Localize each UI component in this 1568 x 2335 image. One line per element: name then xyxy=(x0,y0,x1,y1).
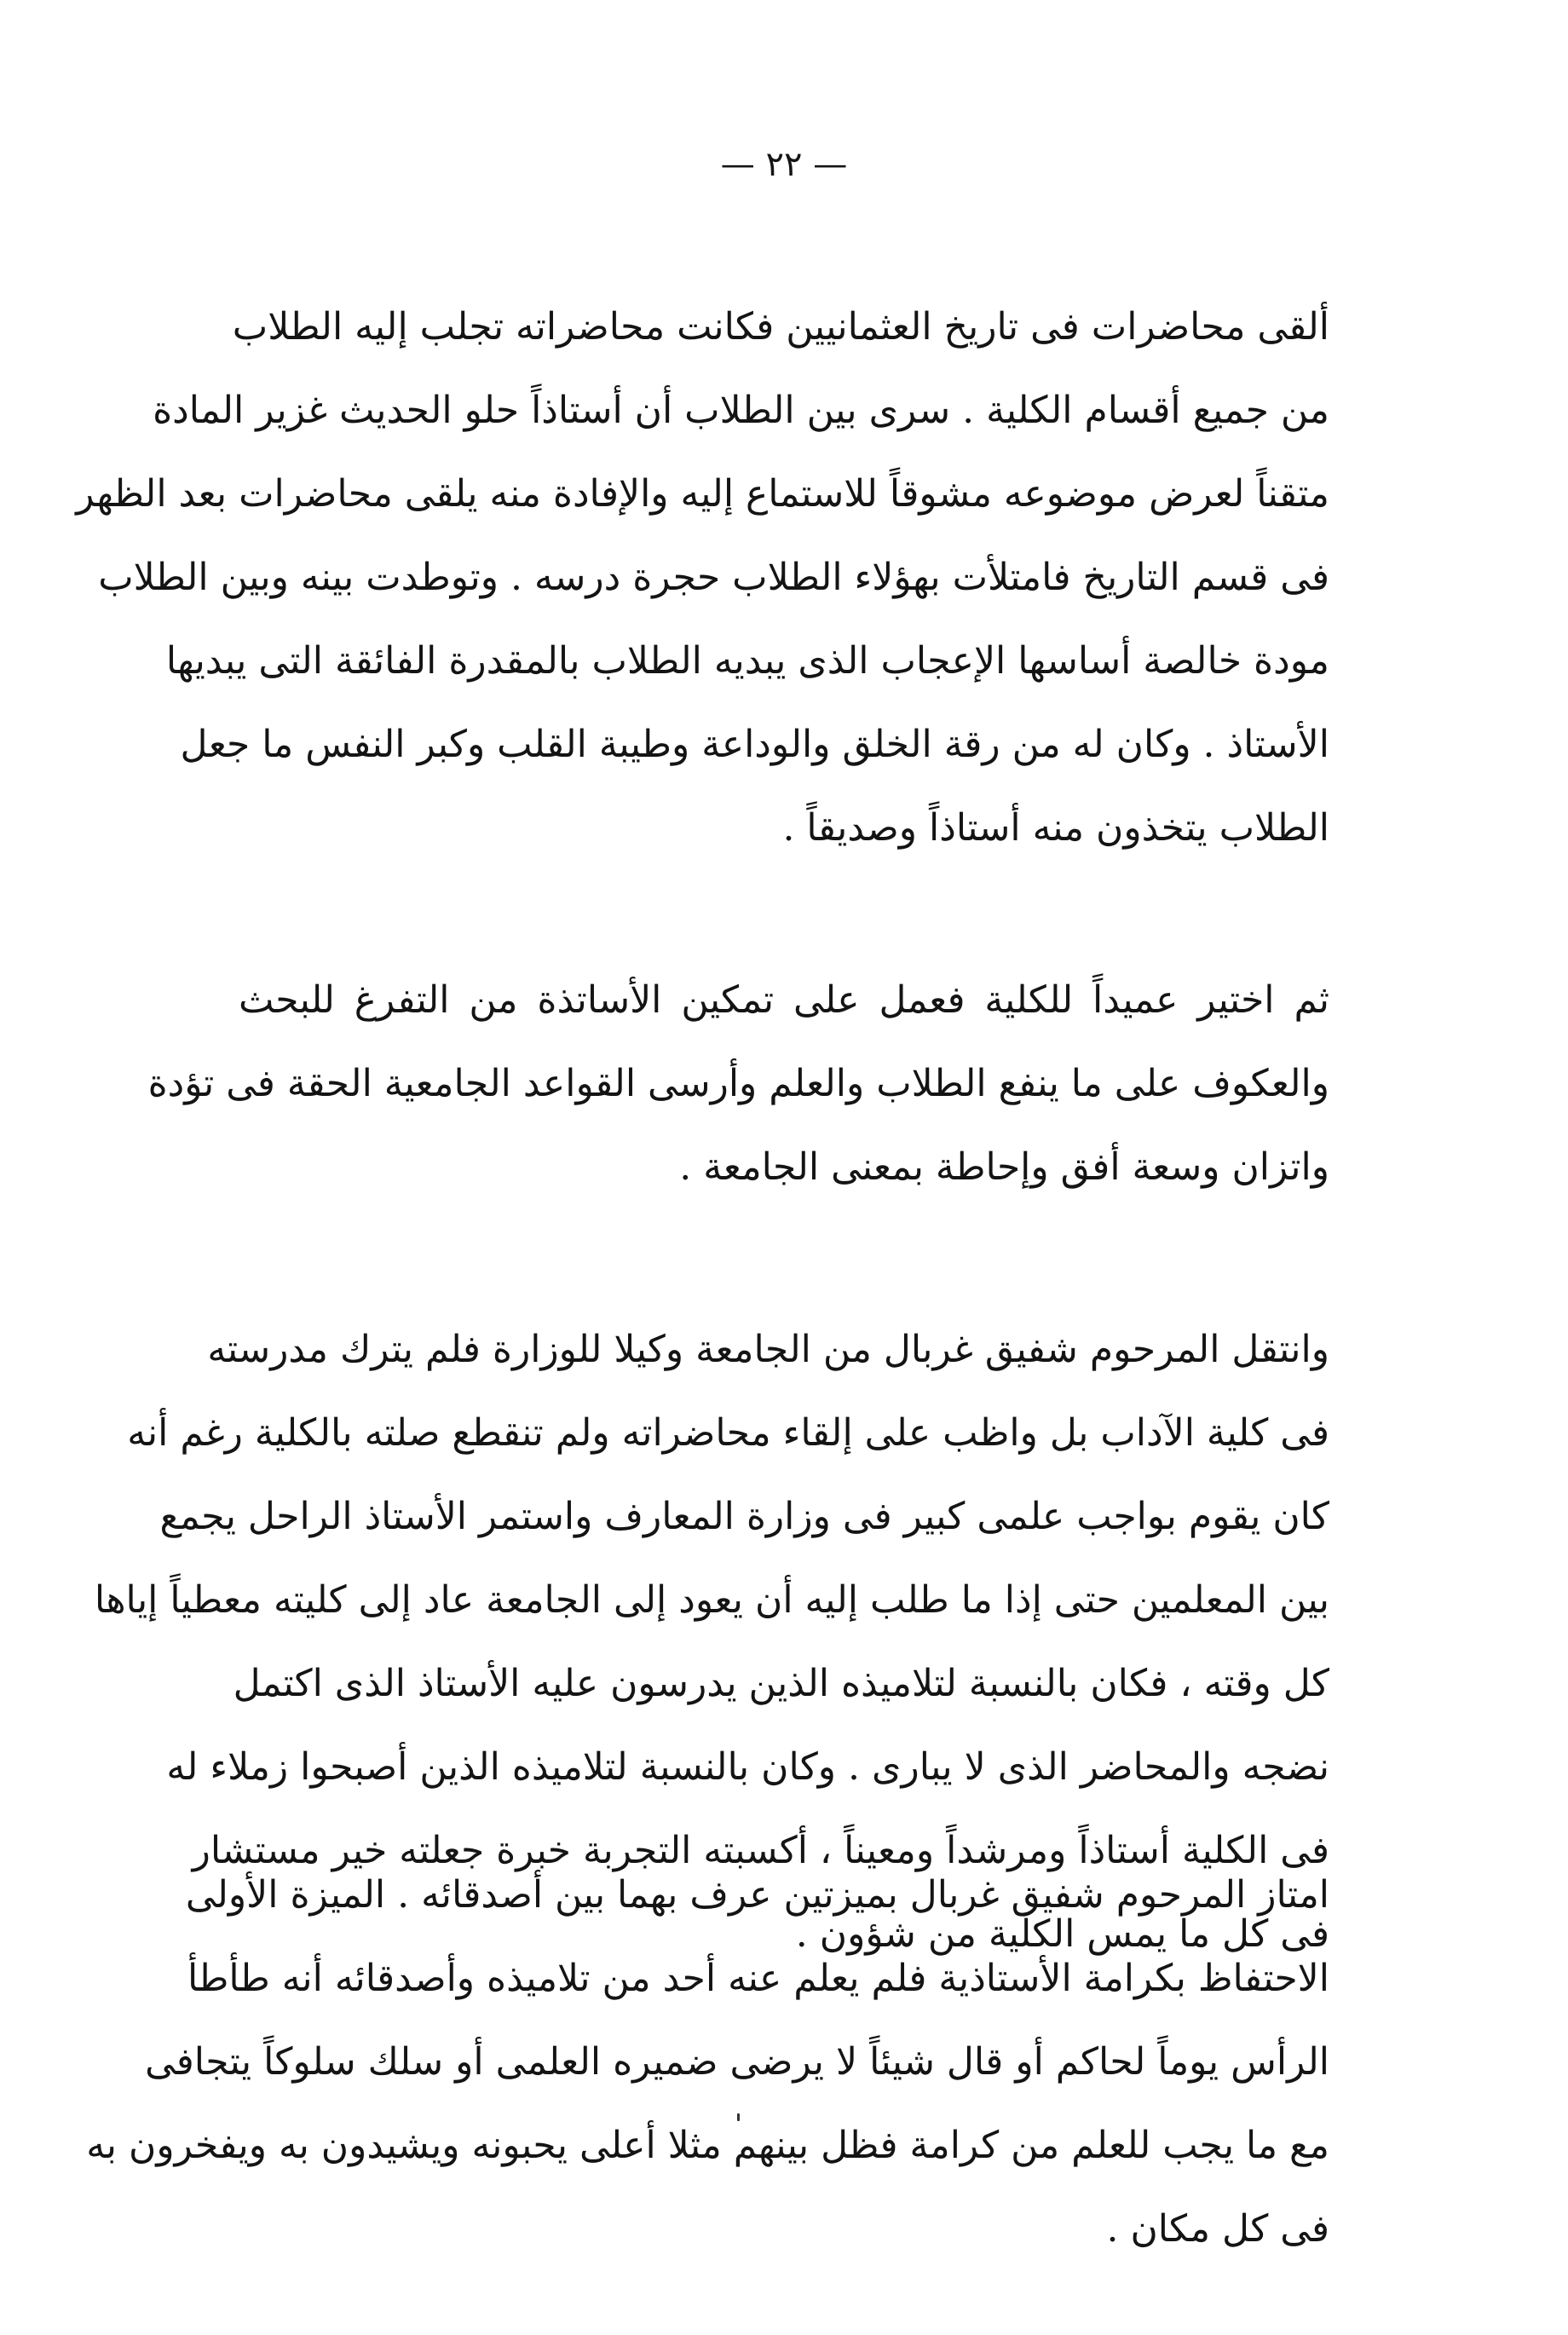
text-line: الاحتفاظ بكرامة الأستاذية فلم يعلم عنه أحد من تلاميذه وأصدقائه أنه طأطأ xyxy=(187,1957,1329,2000)
text-line: مودة خالصة أساسها الإعجاب الذى يبديه الطلاب بالمقدرة الفائقة التى يبديها xyxy=(165,639,1329,683)
paragraph-2 xyxy=(147,959,1329,1209)
page-number: — ٢٢ — xyxy=(720,145,848,184)
text-line: ألقى محاضرات فى تاريخ العثمانيين فكانت محاضراته تجلب إليه الطلاب xyxy=(232,305,1329,349)
text-line: الطلاب يتخذون منه أستاذاً وصديقاً . xyxy=(782,806,1329,850)
text-line: فى كل ما يمس الكلية من شؤون . xyxy=(795,1912,1329,1956)
text-line: مع ما يجب للعلم من كرامة فظل بينهم مثلا أعلى يحبونه ويشيدون به ويفخرون به xyxy=(86,2124,1329,2167)
text-line: من جميع أقسام الكلية . سرى بين الطلاب أن أستاذاً حلو الحديث غزير المادة xyxy=(153,389,1329,432)
text-line: وانتقل المرحوم شفيق غربال من الجامعة وكيلا للوزارة فلم يترك مدرسته xyxy=(207,1328,1329,1371)
text-line: واتزان وسعة أفق وإحاطة بمعنى الجامعة . xyxy=(679,1145,1329,1189)
text-line: فى كل مكان . xyxy=(1106,2207,1329,2251)
text-line: متقناً لعرض موضوعه مشوقاً للاستماع إليه والإفادة منه يلقى محاضرات بعد الظهر xyxy=(76,472,1329,516)
text-line: والعكوف على ما ينفع الطلاب والعلم وأرسى القواعد الجامعية الحقة فى تؤدة xyxy=(147,1062,1329,1105)
paragraph-1 xyxy=(76,285,1329,870)
text-line: ثم اختير عميداً للكلية فعمل على تمكين الأساتذة من التفرغ للبحث xyxy=(239,978,1329,1022)
text-line: الأستاذ . وكان له من رقة الخلق والوداعة وطيبة القلب وكبر النفس ما جعل xyxy=(180,723,1329,766)
text-line: فى قسم التاريخ فامتلأت بهؤلاء الطلاب حجرة درسه . وتوطدت بينه وبين الطلاب xyxy=(98,556,1329,599)
text-line: فى الكلية أستاذاً ومرشداً ومعيناً ، أكسبته التجربة خبرة جعلته خير مستشار xyxy=(192,1829,1329,1872)
text-line: فى كلية الآداب بل واظب على إلقاء محاضراته ولم تنقطع صلته بالكلية رغم أنه xyxy=(127,1411,1329,1455)
text-line: امتاز المرحوم شفيق غربال بميزتين عرف بهما بين أصدقائه . الميزة الأولى xyxy=(185,1873,1329,1917)
text-line: بين المعلمين حتى إذا ما طلب إليه أن يعود إلى الجامعة عاد إلى كليته معطياً إياها xyxy=(94,1578,1329,1622)
text-line: الرأس يوماً لحاكم أو قال شيئاً لا يرضى ضميره العلمى أو سلك سلوكاً يتجافى xyxy=(145,2040,1329,2084)
ink-speck xyxy=(737,2113,740,2121)
text-line: كل وقته ، فكان بالنسبة لتلاميذه الذين يدرسون عليه الأستاذ الذى اكتمل xyxy=(233,1662,1329,1705)
text-line: نضجه والمحاضر الذى لا يبارى . وكان بالنسبة لتلاميذه الذين أصبحوا زملاء له xyxy=(166,1745,1329,1789)
text-line: كان يقوم بواجب علمى كبير فى وزارة المعارف واستمر الأستاذ الراحل يجمع xyxy=(159,1495,1329,1538)
paragraph-4 xyxy=(86,1854,1329,2271)
